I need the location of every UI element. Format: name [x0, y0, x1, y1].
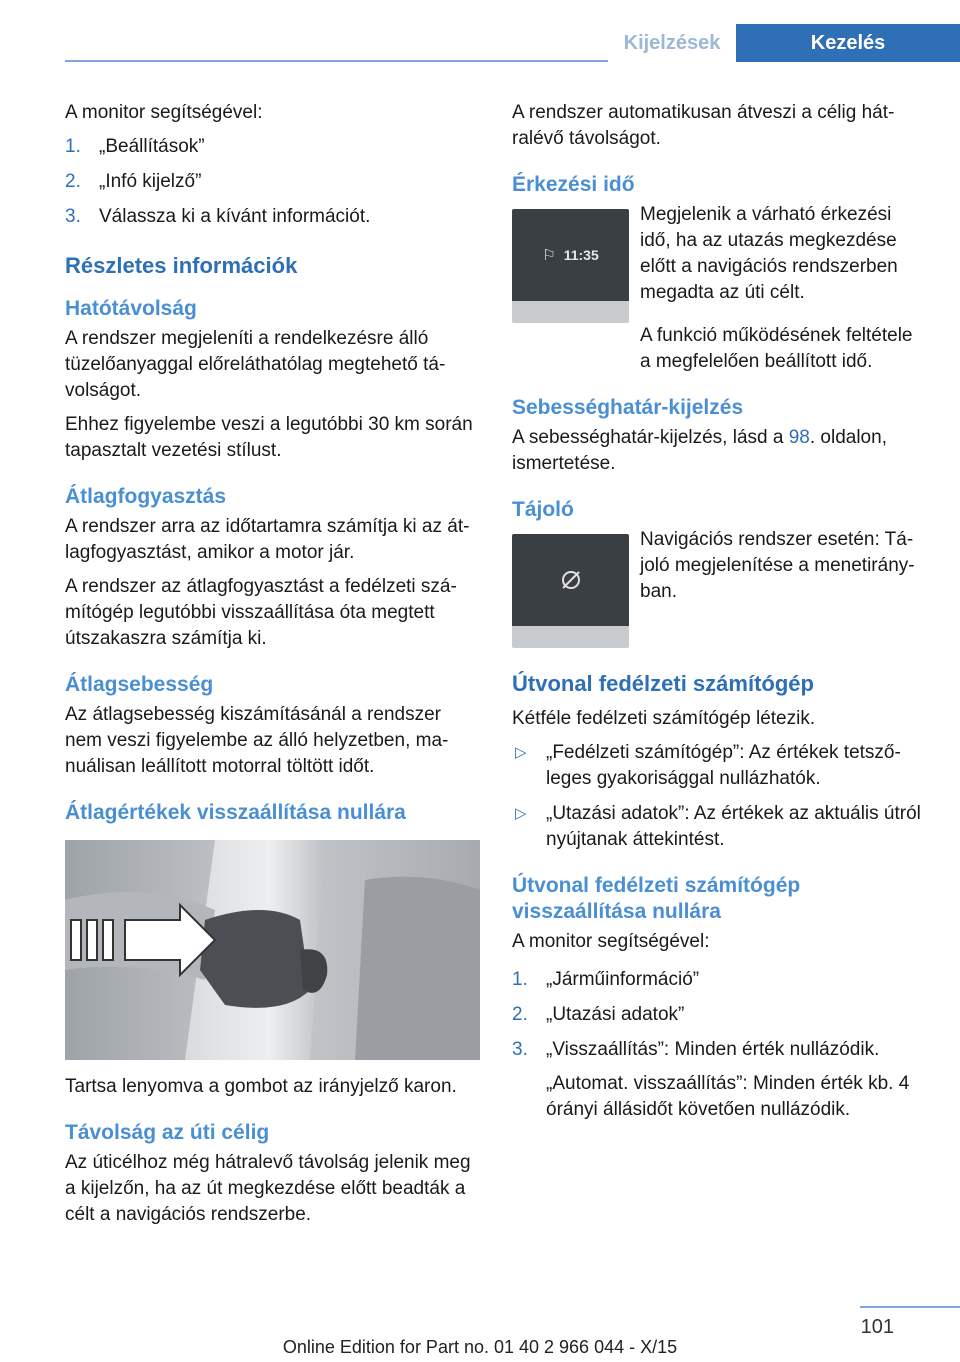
consumption-paragraph-2: A rendszer az átlagfogyasztást a fedélzeti számítógép legutóbbi visszaállítása óta megtett útszakaszra számítja ki. [65, 576, 457, 649]
arrival-paragraph-2: A funkció működésének feltétele a megfelelően beállított idő. [640, 325, 913, 372]
step-number: 1. [65, 136, 81, 157]
footer-rule [860, 1306, 960, 1308]
consumption-paragraph-1: A rendszer arra az időtartamra számítja ki az átlagfogyasztást, amikor a motor jár. [65, 516, 470, 563]
turn-signal-lever-image [65, 840, 480, 1060]
range-paragraph-2: Ehhez figyelembe veszi a legutóbbi 30 km során tapasztalt vezetési stílust. [65, 414, 473, 461]
edition-footer: Online Edition for Part no. 01 40 2 966 044 - X/15 [282, 1337, 678, 1357]
section-title: Részletes információk [65, 253, 298, 278]
speed-heading: Átlagsebesség [65, 673, 214, 696]
computer-list [512, 740, 927, 853]
step-text: „Beállítások” [99, 136, 205, 157]
reset-paragraph: Tartsa lenyomva a gombot az irányjelző karon. [65, 1076, 457, 1097]
intro-text: A monitor segítségével: [65, 102, 263, 123]
computer-paragraph: Kétféle fedélzeti számítógép létezik. [512, 708, 816, 729]
computer-heading: Útvonal fedélzeti számítógép [512, 671, 814, 696]
step-number: 3. [65, 206, 81, 227]
reset2-steps [512, 967, 927, 1063]
list-item: 1. „Járműinformáció” [512, 969, 700, 990]
list-item [65, 169, 480, 195]
speedlimit-heading: Sebességhatár-kijelzés [512, 396, 744, 419]
right-column [512, 100, 927, 1123]
flag-icon: ⚐ [542, 247, 556, 264]
triangle-bullet-icon: ▷ [515, 744, 527, 761]
list-item [65, 204, 480, 230]
list-item [65, 134, 480, 160]
list-item: 2. „Utazási adatok” [512, 1004, 685, 1025]
reset2-heading: Útvonal fedélzeti számítógép visszaállítása nullára [512, 874, 801, 923]
distance-paragraph: Az úticélhoz még hátralevő távolság jelenik meg a kijelzőn, ha az út megkezdése előtt beadták a célt a navigációs rendszerbe. [65, 1152, 471, 1225]
steps-list [65, 134, 480, 230]
reset2-intro: A monitor segítségével: [512, 931, 710, 952]
consumption-heading: Átlagfogyasztás [65, 485, 227, 508]
arrival-paragraph-1: Megjelenik a várható érkezési idő, ha az utazás megkezdése előtt a navigációs rendszerben megadta az úti célt. [640, 204, 898, 303]
step-number: 2. [65, 171, 81, 192]
speed-paragraph: Az átlagsebesség kiszámításánál a rendszer nem veszi figyelembe az álló helyzetben, manuálisan leállított motorral töltött időt. [65, 704, 449, 777]
arrival-heading: Érkezési idő [512, 173, 635, 196]
distance-continuation: A rendszer automatikusan átveszi a célig hátralévő távolságot. [512, 102, 895, 149]
step-text: „Infó kijelző” [99, 171, 202, 192]
reset-heading: Átlagértékek visszaállítása nullára [65, 801, 406, 824]
compass-icon [560, 569, 582, 591]
page-link-98[interactable]: 98 [788, 427, 810, 448]
range-paragraph-1: A rendszer megjeleníti a rendelkezésre álló tüzelőanyaggal előreláthatólag megtehető távolságot. [65, 328, 446, 401]
distance-heading: Távolság az úti célig [65, 1121, 270, 1144]
speedlimit-paragraph: A sebességhatár-kijelzés, lásd a 98. oldalon, ismertetése. [512, 427, 887, 474]
tab-kezeles[interactable]: Kezelés [736, 24, 960, 62]
list-item: ▷ „Utazási adatok”: Az értékek az aktuális útról nyújtanak áttekintést. [515, 803, 921, 850]
arrival-block [512, 202, 927, 323]
compass-display-image [512, 534, 629, 648]
range-heading: Hatótávolság [65, 297, 197, 320]
arrival-time: 11:35 [563, 247, 599, 263]
page-number: 101 [860, 1316, 894, 1338]
step-text: Válassza ki a kívánt információt. [99, 206, 371, 227]
tab-kijelzesek[interactable]: Kijelzések [608, 24, 736, 62]
arrival-display-image [512, 209, 629, 323]
list-item: ▷ „Fedélzeti számítógép”: Az értékek tetszőleges gyakorisággal nullázhatók. [515, 742, 901, 789]
left-column [65, 100, 480, 1236]
reset2-sub-paragraph: „Automat. visszaállítás”: Minden érték kb. 4 órányi állásidőt követően nullázódik. [546, 1073, 910, 1120]
compass-heading: Tájoló [512, 498, 574, 521]
list-item: 3. „Visszaállítás”: Minden érték nullázódik. [512, 1039, 880, 1060]
compass-paragraph: Navigációs rendszer esetén: Tájoló megjelenítése a menetirányban. [640, 529, 915, 602]
compass-block [512, 527, 927, 648]
triangle-bullet-icon: ▷ [515, 805, 527, 822]
lever-illustration [65, 840, 480, 1060]
